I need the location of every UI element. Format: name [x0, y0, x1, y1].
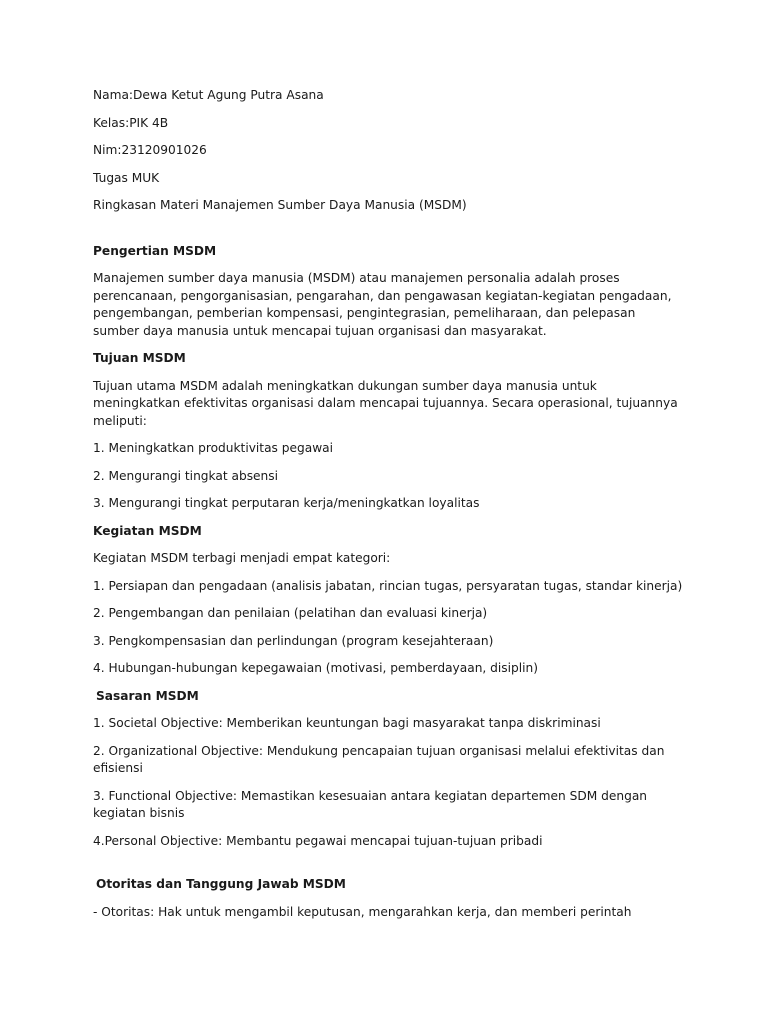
- section-heading-pengertian: Pengertian MSDM: [93, 243, 217, 258]
- pengertian-paragraph: Manajemen sumber daya manusia (MSDM) atau manajemen personalia adalah proses perencanaan, pengorganisasian, pengarahan, dan pengawasan kegiatan-kegiatan pengadaan, pengembangan, pemberian kompensasi, pengintegrasian, pemeliharaan, dan pelepasan sumber daya manusia untuk mencapai tujuan organisasi dan masyarakat.: [93, 271, 672, 338]
- list-item: 1. Meningkatkan produktivitas pegawai: [93, 441, 334, 455]
- list-item: 4. Hubungan-hubungan kepegawaian (motivasi, pemberdayaan, disiplin): [93, 661, 539, 675]
- tujuan-intro: Tujuan utama MSDM adalah meningkatkan dukungan sumber daya manusia untuk meningkatkan efektivitas organisasi dalam mencapai tujuannya. Secara operasional, tujuannya meliputi:: [93, 378, 678, 428]
- section-heading-otoritas: Otoritas dan Tanggung Jawab MSDM: [96, 877, 346, 891]
- spacer: [93, 860, 683, 876]
- student-class: Kelas:PIK 4B: [93, 115, 169, 130]
- section-heading-tujuan: Tujuan MSDM: [93, 351, 186, 365]
- spacer: [93, 225, 683, 243]
- list-item: 2. Mengurangi tingkat absensi: [93, 468, 279, 483]
- list-item: 1. Persiapan dan pengadaan (analisis jabatan, rincian tugas, persyaratan tugas, standar kinerja): [93, 578, 683, 593]
- assignment-title: Tugas MUK: [93, 170, 160, 185]
- list-item: 2. Pengembangan dan penilaian (pelatihan dan evaluasi kinerja): [93, 606, 488, 620]
- document-subtitle: Ringkasan Materi Manajemen Sumber Daya Manusia (MSDM): [93, 198, 467, 212]
- student-nim: Nim:23120901026: [93, 143, 207, 157]
- list-item: 1. Societal Objective: Memberikan keuntungan bagi masyarakat tanpa diskriminasi: [93, 716, 601, 730]
- list-item: 2. Organizational Objective: Mendukung pencapaian tujuan organisasi melalui efektivitas dan efisiensi: [93, 743, 665, 775]
- list-item: 3. Mengurangi tingkat perputaran kerja/meningkatkan loyalitas: [93, 496, 480, 510]
- list-item: 3. Functional Objective: Memastikan kesesuaian antara kegiatan departemen SDM dengan kegiatan bisnis: [93, 788, 648, 820]
- list-item: 3. Pengkompensasian dan perlindungan (program kesejahteraan): [93, 633, 494, 648]
- kegiatan-intro: Kegiatan MSDM terbagi menjadi empat kategori:: [93, 551, 391, 565]
- list-item: 4.Personal Objective: Membantu pegawai mencapai tujuan-tujuan pribadi: [93, 833, 543, 848]
- section-heading-sasaran: Sasaran MSDM: [96, 688, 199, 703]
- student-name: Nama:Dewa Ketut Agung Putra Asana: [93, 88, 324, 102]
- section-heading-kegiatan: Kegiatan MSDM: [93, 523, 202, 538]
- list-item: - Otoritas: Hak untuk mengambil keputusan, mengarahkan kerja, dan memberi perintah: [93, 904, 632, 919]
- document-body: [93, 87, 683, 931]
